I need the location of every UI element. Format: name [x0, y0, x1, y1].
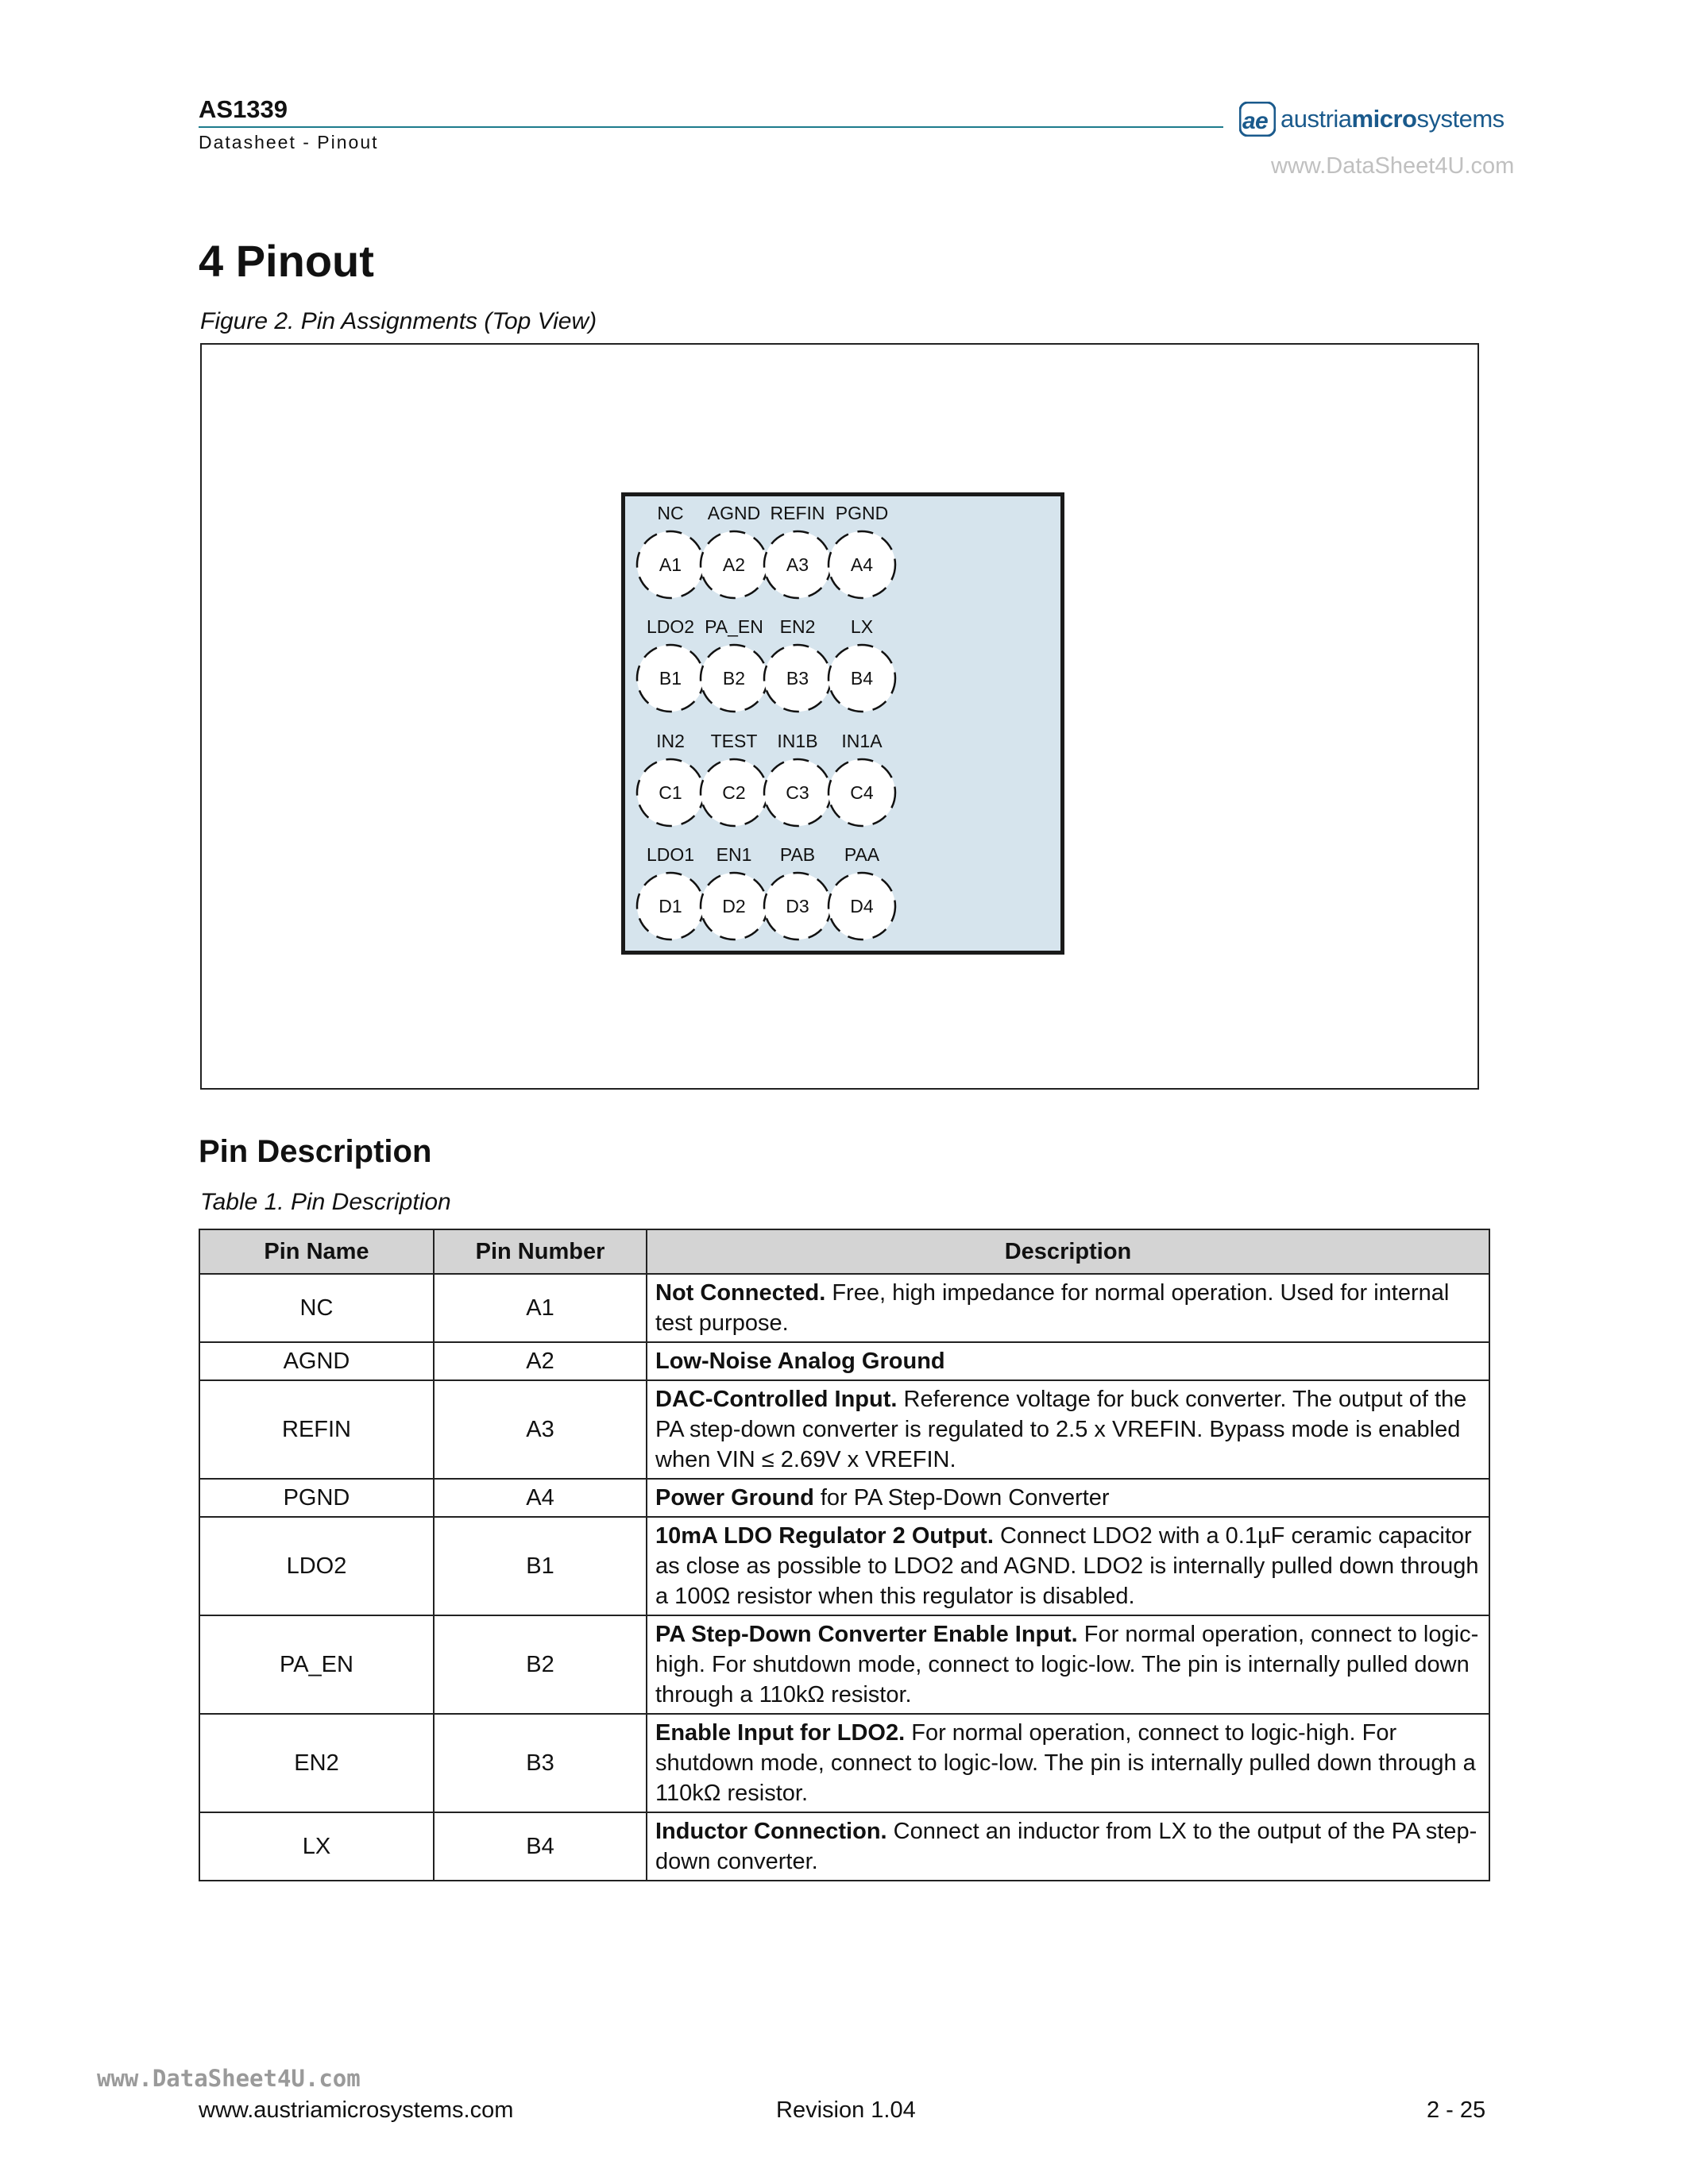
- description-text: Connect an inductor from LX to the output of the PA step-down converter.: [655, 1819, 1477, 1874]
- pin-ball: [762, 870, 833, 942]
- pin-label: IN2: [656, 730, 685, 751]
- section-title: 4 Pinout: [199, 236, 374, 286]
- description-lead: DAC-Controlled Input.: [655, 1387, 898, 1412]
- doc-subtitle: Datasheet - Pinout: [199, 132, 379, 152]
- col-header-description: Description: [647, 1229, 1489, 1274]
- pin-ball: [698, 529, 770, 600]
- table-row: [199, 1274, 1489, 1342]
- table-header-row: [199, 1229, 1489, 1274]
- doc-title: AS1339: [199, 95, 288, 123]
- col-header-pin-name: Pin Name: [199, 1229, 434, 1274]
- description-text: For normal operation, connect to logic-high. For shutdown mode, connect to logic-low. The pin is internally pulled down through a 110kΩ resistor.: [655, 1622, 1479, 1707]
- pin-label: REFIN: [770, 503, 825, 523]
- pin-description-table: [199, 1229, 1490, 1881]
- brand-tail: systems: [1416, 105, 1505, 133]
- pin-number: A2: [722, 554, 746, 575]
- pin-number: C4: [850, 781, 874, 803]
- pin-ball: [826, 642, 898, 714]
- pin-ball: [698, 870, 770, 942]
- pin-number-cell: B2: [434, 1615, 647, 1714]
- description-lead: Power Ground: [655, 1485, 814, 1511]
- col-header-pin-number: Pin Number: [434, 1229, 647, 1274]
- ams-logo-icon: [1239, 102, 1276, 137]
- pin-label: LDO2: [646, 616, 695, 638]
- description-cell: [647, 1274, 1489, 1342]
- pin-label: EN2: [779, 616, 816, 638]
- pin-number: D3: [786, 896, 809, 917]
- description-lead: Enable Input for LDO2.: [655, 1720, 906, 1746]
- pin-number-cell: B1: [434, 1517, 647, 1615]
- pin-label: PAB: [779, 844, 816, 866]
- pin-ball: [762, 757, 833, 828]
- pin-label: TEST: [710, 730, 758, 751]
- svg-text:a: a: [1242, 108, 1256, 134]
- pin-number-cell: A2: [434, 1342, 647, 1380]
- description-cell: [647, 1714, 1489, 1812]
- description-text: For normal operation, connect to logic-high. For shutdown mode, connect to logic-low. The pin is internally pulled down through a 110kΩ resistor.: [655, 1720, 1476, 1806]
- pin-label: PGND: [835, 503, 889, 523]
- footer-website: www.austriamicrosystems.com: [199, 2097, 514, 2123]
- pin-label: IN1A: [841, 730, 883, 751]
- table-row: [199, 1714, 1489, 1812]
- description-text: Free, high impedance for normal operation. Used for internal test purpose.: [655, 1280, 1450, 1336]
- brand-name: [1280, 105, 1505, 133]
- pin-number: D4: [850, 896, 874, 917]
- pin-number: D2: [722, 896, 746, 917]
- description-cell: [647, 1380, 1489, 1479]
- brand-light: austria: [1280, 105, 1352, 133]
- pin-ball: [826, 529, 898, 600]
- table-row: [199, 1517, 1489, 1615]
- description-cell: [647, 1812, 1489, 1881]
- pin-number: C2: [722, 781, 746, 803]
- pin-number: B4: [850, 668, 874, 689]
- pin-number: A3: [786, 554, 809, 575]
- pin-ball: [826, 870, 898, 942]
- pin-number: B1: [659, 668, 682, 689]
- pin-number-cell: A4: [434, 1479, 647, 1517]
- pin-number: D1: [659, 896, 682, 917]
- pin-label: NC: [657, 503, 684, 523]
- description-cell: [647, 1615, 1489, 1714]
- pin-number: C3: [786, 781, 809, 803]
- pin-name-cell: AGND: [199, 1342, 434, 1380]
- description-lead: Low-Noise Analog Ground: [655, 1349, 945, 1374]
- pin-number: B2: [722, 668, 746, 689]
- pin-label: PAA: [844, 844, 880, 866]
- pin-number: A4: [850, 554, 874, 575]
- description-cell: [647, 1517, 1489, 1615]
- description-text: Connect LDO2 with a 0.1µF ceramic capacitor as close as possible to LDO2 and AGND. LDO2 is internally pulled down through a 100Ω resistor when this regulator is disabled.: [655, 1523, 1479, 1609]
- pin-ball: [635, 757, 706, 828]
- pin-ball: [698, 757, 770, 828]
- pin-name-cell: EN2: [199, 1714, 434, 1812]
- brand-bold: micro: [1351, 105, 1417, 133]
- table-row: [199, 1479, 1489, 1517]
- pin-name-cell: LX: [199, 1812, 434, 1881]
- description-cell: [647, 1342, 1489, 1380]
- pin-number: C1: [659, 781, 682, 803]
- pin-description-heading: Pin Description: [199, 1134, 432, 1169]
- pin-number-cell: B3: [434, 1714, 647, 1812]
- pin-label: EN1: [716, 844, 752, 866]
- pin-label: AGND: [707, 503, 761, 523]
- svg-text:e: e: [1255, 108, 1269, 134]
- pin-name-cell: NC: [199, 1274, 434, 1342]
- watermark-top: www.DataSheet4U.com: [1271, 153, 1515, 179]
- pin-number-cell: B4: [434, 1812, 647, 1881]
- pin-label: PA_EN: [705, 616, 763, 638]
- pin-name-cell: LDO2: [199, 1517, 434, 1615]
- description-cell: [647, 1479, 1489, 1517]
- header-rule: [199, 126, 1223, 128]
- pin-ball: [635, 529, 706, 600]
- pin-number: A1: [659, 554, 682, 575]
- table-caption: Table 1. Pin Description: [200, 1189, 451, 1215]
- description-lead: Inductor Connection.: [655, 1819, 887, 1844]
- footer-revision: Revision 1.04: [776, 2097, 916, 2123]
- description-lead: PA Step-Down Converter Enable Input.: [655, 1622, 1078, 1647]
- pin-name-cell: PA_EN: [199, 1615, 434, 1714]
- description-lead: 10mA LDO Regulator 2 Output.: [655, 1523, 994, 1549]
- pin-label: LX: [850, 616, 874, 638]
- pin-name-cell: PGND: [199, 1479, 434, 1517]
- watermark-bottom: www.DataSheet4U.com: [97, 2065, 361, 2092]
- description-lead: Not Connected.: [655, 1280, 826, 1306]
- package-outline: [621, 492, 1064, 955]
- description-text: Reference voltage for buck converter. The output of the PA step-down converter is regulated to 2.5 x VREFIN. Bypass mode is enabled when VIN ≤ 2.69V x VREFIN.: [655, 1387, 1467, 1472]
- pin-ball: [762, 642, 833, 714]
- brand-logo: [1239, 102, 1505, 137]
- table-row: [199, 1812, 1489, 1881]
- pin-number-cell: A1: [434, 1274, 647, 1342]
- pin-ball: [635, 642, 706, 714]
- table-row: [199, 1342, 1489, 1380]
- pin-label: LDO1: [646, 844, 695, 866]
- pin-ball: [762, 529, 833, 600]
- figure-caption: Figure 2. Pin Assignments (Top View): [200, 308, 597, 334]
- pin-number-cell: A3: [434, 1380, 647, 1479]
- table-row: [199, 1380, 1489, 1479]
- pin-ball: [635, 870, 706, 942]
- table-row: [199, 1615, 1489, 1714]
- footer-page-number: 2 - 25: [1427, 2097, 1486, 2123]
- pin-ball: [826, 757, 898, 828]
- pin-label: IN1B: [777, 730, 818, 751]
- pin-number: B3: [786, 668, 809, 689]
- pin-ball: [698, 642, 770, 714]
- pin-name-cell: REFIN: [199, 1380, 434, 1479]
- description-text: for PA Step-Down Converter: [813, 1485, 1110, 1511]
